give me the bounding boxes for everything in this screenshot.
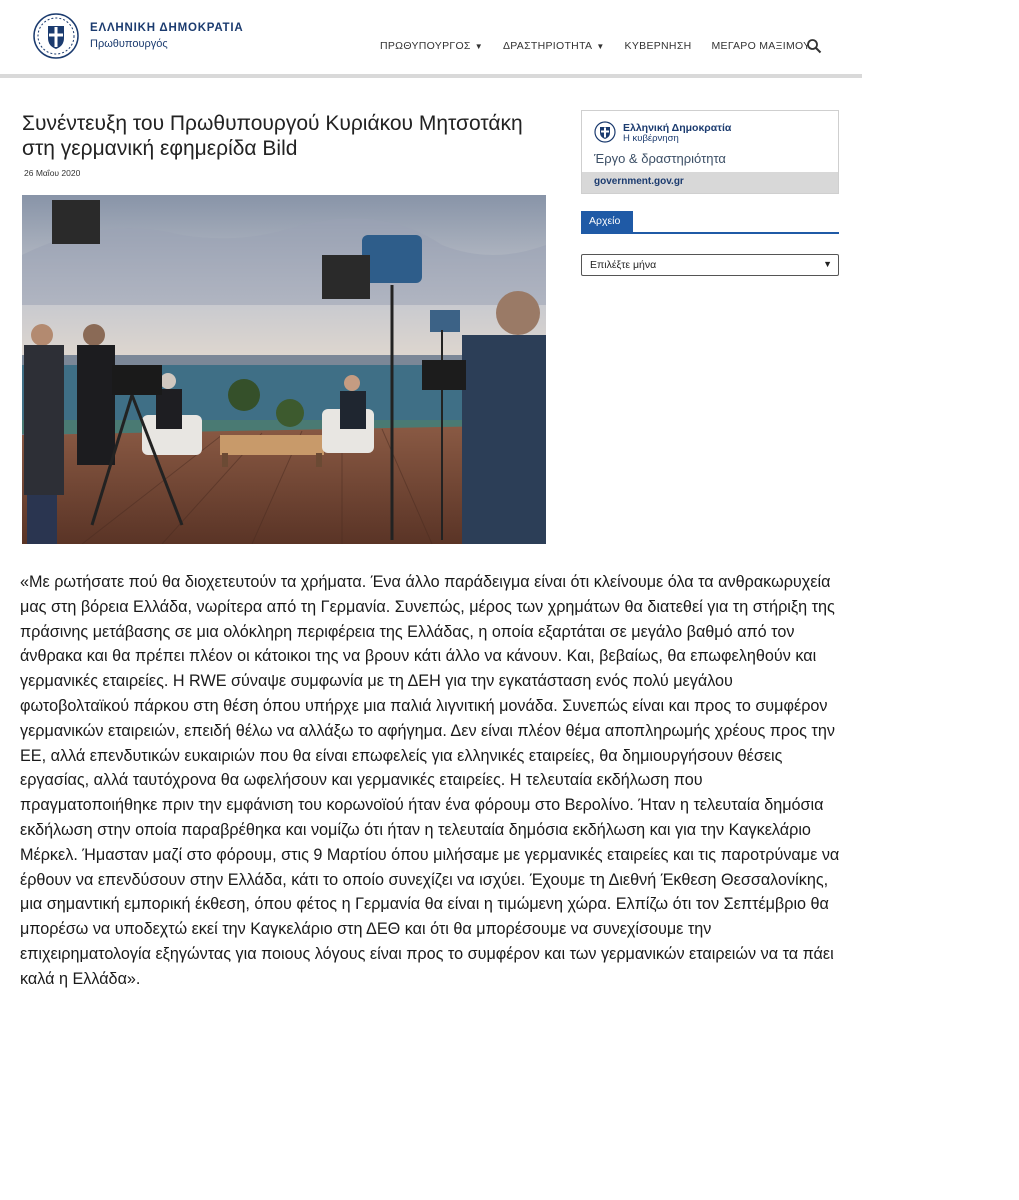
nav-item-megaro-maximou[interactable] bbox=[712, 40, 811, 52]
chevron-down-icon: ▼ bbox=[474, 41, 483, 51]
nav-item-label: ΚΥΒΕΡΝΗΣΗ bbox=[624, 40, 692, 52]
chevron-down-icon: ▼ bbox=[596, 41, 605, 51]
search-icon[interactable] bbox=[806, 38, 822, 54]
nav-item-label: ΜΕΓΑΡΟ ΜΑΞΙΜΟΥ bbox=[711, 40, 811, 52]
interview-scene-image bbox=[22, 195, 546, 544]
greek-emblem-icon bbox=[594, 121, 616, 143]
nav-item-label: ΔΡΑΣΤΗΡΙΟΤΗΤΑ bbox=[502, 40, 593, 52]
brand-subtitle[interactable]: Πρωθυπουργός bbox=[90, 38, 168, 50]
government-banner[interactable] bbox=[581, 110, 839, 194]
gov-name: Ελληνική Δημοκρατία bbox=[623, 122, 732, 134]
brand-title[interactable]: ΕΛΛΗΝΙΚΗ ΔΗΜΟΚΡΑΤΙΑ bbox=[90, 22, 244, 34]
article-body: «Με ρωτήσατε πού θα διοχετευτούν τα χρήματα. Ένα άλλο παράδειγμα είναι ότι κλείνουμε όλα τα ανθρακωρυχεία μας στη βόρεια Ελλάδα, νωρίτερα από τη Γερμανία. Συνεπώς, μέρος των χρημάτων θα διατεθεί για τη στήριξη της πράσινης μετάβασης σε μια ολόκληρη περιφέρεια της Ελλάδας, η οποία εξαρτάται σε μεγάλο βαθμό από τον άνθρακα και θα πρέπει πλέον οι κάτοικοι της να βρουν κάτι άλλο να κάνουν. Και, βεβαίως, θα επωφεληθούν και γερμανικές εταιρείες. Η RWE σύναψε συμφωνία με τη ΔΕΗ για την εγκατάσταση ενός πολύ μεγάλου φωτοβολταϊκού πάρκου στη θέση όπου υπήρχε μια παλιά λιγνιτική μονάδα. Συνεπώς είναι και προς το συμφέρον γερμανικών εταιρειών, επειδή θέλω να αλλάξω το αφήγημα. Δεν είναι πλέον θέμα αποπληρωμής χρέους προς την ΕΕ, αλλά επενδυτικών ευκαιριών που θα είναι επωφελείς για ελληνικές εταιρείες, θα δημιουργήσουν θέσεις εργασίας, αλλά ταυτόχρονα θα ωφελήσουν και γερμανικές εταιρείες. Η τελευταία εκδήλωση που πραγματοποιήθηκε πριν την εμφάνιση του κορωνοϊού ήταν ένα φόρουμ στο Βερολίνο. Ήταν η τελευταία δημόσια εκδήλωση στην οποία παραβρέθηκα και νομίζω ότι ήταν η τελευταία δημόσια εκδήλωση και για την Καγκελάριο Μέρκελ. Ήμασταν μαζί στο φόρουμ, στις 9 Μαρτίου όπου μιλήσαμε με γερμανικές εταιρείες και τις παροτρύναμε να έρθουν να επενδύσουν στην Ελλάδα, κάτι το οποίο συνεχίζει να ισχύει. Έχουμε τη Διεθνή Έκθεση Θεσσαλονίκης, μια σημαντική εμπορική έκθεση, όπου φέτος η Γερμανία θα είναι η τιμώμενη χώρα. Ελπίζω ότι τον Σεπτέμβριο θα μπορέσω να υποδεχτώ εκεί την Καγκελάριο στη ΔΕΘ και ότι θα μπορέσουμε να συνεχίσουμε την επιχειρηματολογία εξηγώντας για ποιους λόγους είναι προς το συμφέρον και των γερμανικών εταιρειών να τα πάει καλά η Ελλάδα». bbox=[20, 573, 840, 988]
gov-link[interactable]: government.gov.gr bbox=[582, 172, 838, 193]
nav-item-drastiriotita[interactable] bbox=[503, 40, 605, 52]
nav-item-kyvernisi[interactable] bbox=[625, 40, 692, 52]
main-nav bbox=[380, 40, 830, 52]
article-title: Συνέντευξη του Πρωθυπουργού Κυριάκου Μητσοτάκη στη γερμανική εφημερίδα Bild bbox=[22, 112, 523, 160]
gov-slogan: Έργο & δραστηριότητα bbox=[594, 151, 726, 166]
month-select-value: Επιλέξτε μήνα bbox=[590, 259, 657, 271]
nav-item-prothypourgos[interactable] bbox=[380, 40, 483, 52]
article-date: 26 Μαΐου 2020 bbox=[24, 168, 81, 178]
nav-item-label: ΠΡΩΘΥΠΟΥΡΓΟΣ bbox=[380, 40, 471, 52]
gov-subtitle: Η κυβέρνηση bbox=[623, 133, 679, 144]
article-photo bbox=[22, 195, 546, 544]
site-header bbox=[0, 0, 862, 78]
tab-archive[interactable]: Αρχείο bbox=[581, 211, 633, 233]
month-select[interactable] bbox=[581, 254, 839, 276]
greek-emblem-logo[interactable] bbox=[32, 12, 80, 60]
chevron-down-icon: ▼ bbox=[823, 259, 832, 269]
archive-divider bbox=[581, 232, 839, 234]
